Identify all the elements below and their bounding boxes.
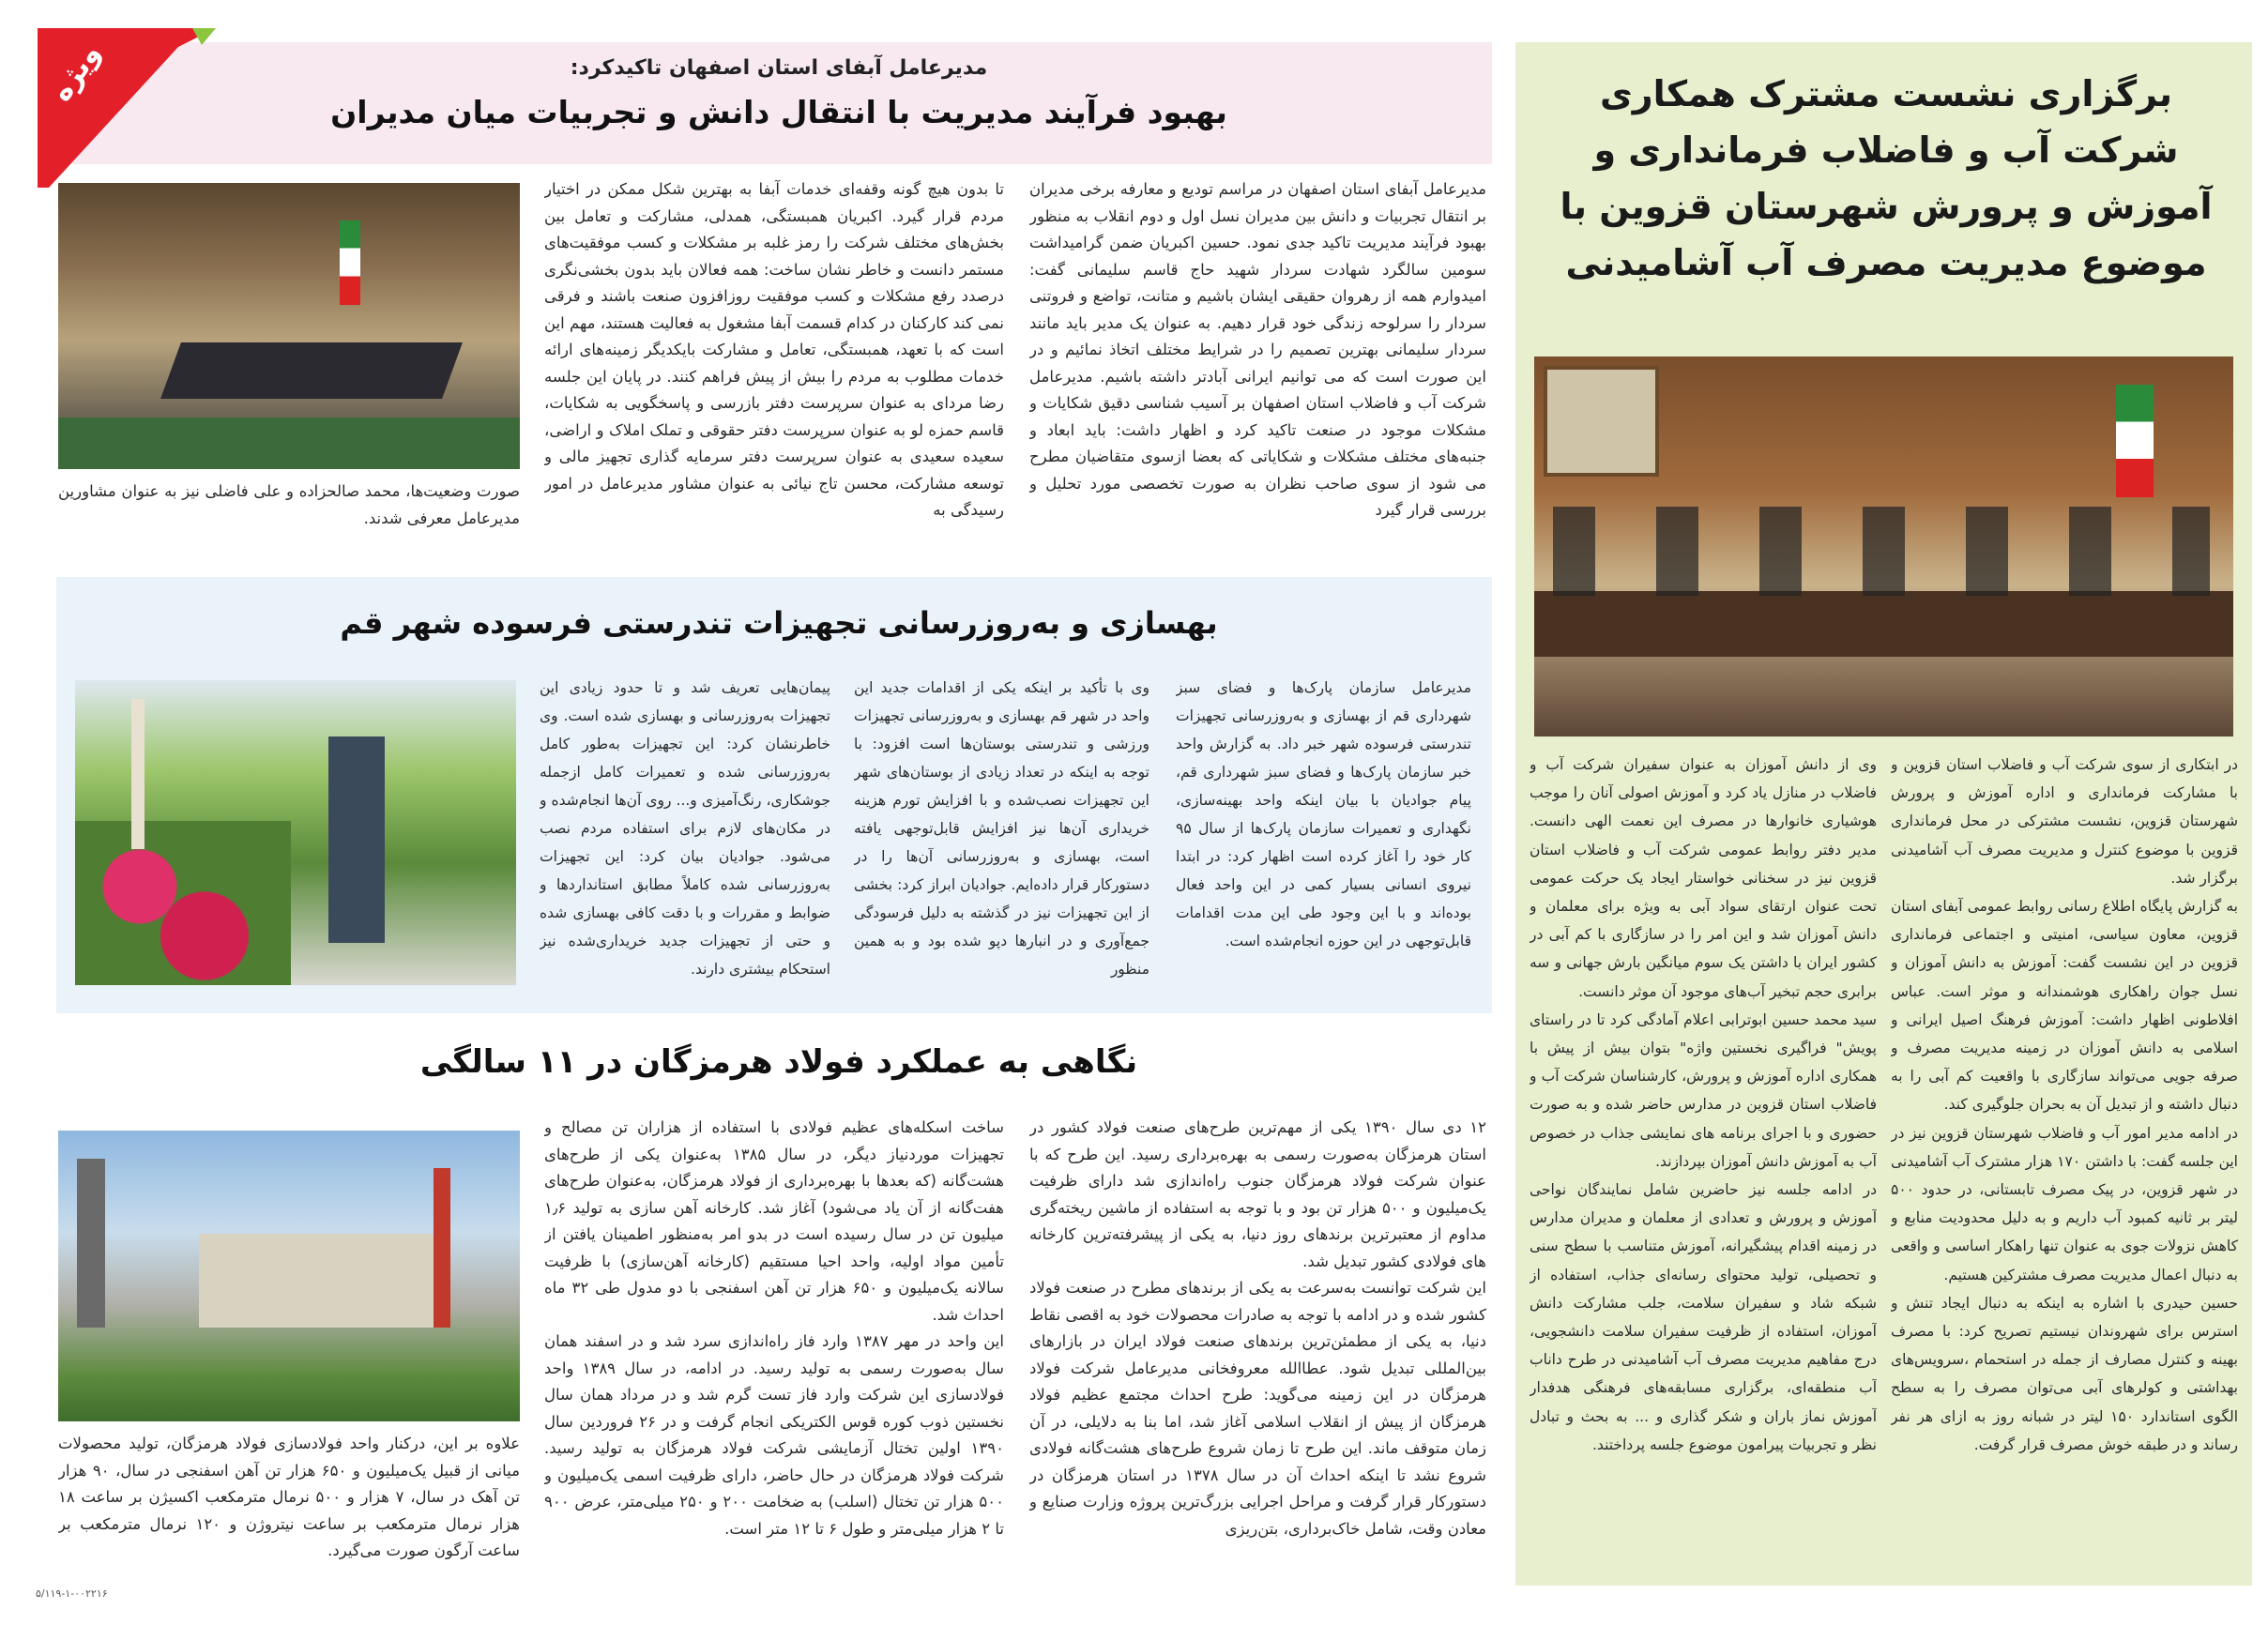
green-carpet xyxy=(58,418,520,469)
tree-trunk xyxy=(131,699,145,849)
qazvin-headline: برگزاری نشست مشترک همکاری شرکت آب و فاضلاب فرمانداری و آموزش و پرورش شهرستان قزوین با موضوع مدیریت مصرف آب آشامیدنی xyxy=(1560,73,2213,283)
flag xyxy=(340,220,360,305)
esfahan-headline: بهبود فرآیند مدیریت با انتقال دانش و تجربیات میان مدیران xyxy=(330,94,1227,130)
hormozgan-column-3: علاوه بر این، درکنار واحد فولادسازی فولاد هرمزگان، تولید محصولات میانی از قبیل یک‌میلیون و ۶۵۰ هزار تن آهن اسفنجی در سال، ۹۰ هزار تن آهک در سال، ۷ هزار و ۵۰۰ نرمال مترمکعب اکسیژن بر ساعت ۱۸ هزار نرمال مترمکعب بر ساعت نیتروژن و ۱۲۰ نرمال مترمکعب بر ساعت آرگون صورت می‌گیرد. xyxy=(58,1435,520,1559)
esfahan-meeting-photo xyxy=(58,183,520,469)
esfahan-column-1: مدیرعامل آبفای استان اصفهان در مراسم تودیع و معارفه برخی مدیران بر انتقال تجربیات و دانش بین مدیران نسل اول و دوم انقلاب به منظور بهبود فرآیند مدیریت تاکید جدی نمود. حسین اکبریان ضمن گرامیداشت سومین سالگرد شهادت سردار شهید حاج قاسم سلیمانی گفت: امیدوارم همه از رهروان حقیقی ایشان باشیم و متانت، تواضع و فروتنی سردار را سرلوحه زندگی خود قرار دهیم. به عنوان یک مدیر باید مانند سردار سلیمانی بهترین تصمیم را در شرایط مختلف اتخاذ نمائیم و در این صورت است که می توانیم ایرانی آبادتر داشته باشیم. مدیرعامل شرکت آب و فاضلاب استان اصفهان بر آسیب شناسی دقیق شکایات و مشکلات موجود در صنعت تاکید کرد و اظهار داشت: باید ابعاد و جنبه‌های مختلف مشکلات و شکایاتی که بعضا ازسوی متقاضیان مطرح می شود از سوی صاحب نظران به صورت تخصصی مورد تحلیل و بررسی قرار گیرد xyxy=(1029,180,1486,519)
esfahan-column-2: تا بدون هیچ گونه وقفه‌ای خدمات آبفا به بهترین شکل ممکن در اختیار مردم قرار گیرد. اکبریان همبستگی، همدلی، مشارکت و تعامل بین بخش‌های مختلف شرکت را رمز غلبه بر مشکلات و کسب موفقیت‌های مستمر دانست و خاطر نشان ساخت: همه فعالان باید بدون بخشی‌نگری درصدد رفع مشکلات و کسب موفقیت روزافزون صنعت باشند و فرقی نمی کند کارکنان در کدام قسمت آبفا مشغول به فعالیت هستند، مهم این است که با تعهد، همبستگی، تعامل و مشارکت بایکدیگر زمینه‌های ارائه خدمات مطلوب به مردم را بیش از پیش فراهم کنند. در پایان این جلسه رضا مردای به عنوان سرپرست دفتر بازرسی و پاسخگویی به شکایات، قاسم حمزه لو به عنوان سرپرست دفتر حقوقی و تملک املاک و اراضی، سعیده سعیدی به عنوان سرپرست دفتر سرمایه گذاری تجهیز مالی و توسعه مشارکت، محسن تاج نیائی به عنوان مشاور مدیرعامل در امور رسیدگی به xyxy=(544,180,1004,519)
hormozgan-steel-plant-photo xyxy=(58,1131,520,1421)
qom-column-3: پیمان‌هایی تعریف شد و تا حدود زیادی این تجهیزات به‌روزرسانی و بهسازی شده است. وی خاطرنشان کرد: این تجهیزات به‌طور کامل به‌روزرسانی شده و تعمیرات کامل ازجمله جوشکاری، رنگ‌آمیزی و... روی آن‌ها انجام‌شده و در مکان‌های لازم برای استفاده مردم نصب می‌شود. جوادیان بیان کرد: این تجهیزات به‌روزرسانی شده کاملاً مطابق استانداردها و ضوابط و مقررات و با دقت کافی بهسازی شده و حتی از تجهیزات جدید خریداری‌شده نیز استحکام بیشتری دارند. xyxy=(540,679,830,978)
esfahan-photo-caption: صورت وضعیت‌ها، محمد صالحزاده و علی فاضلی نیز به عنوان مشاورین مدیرعامل معرفی شدند. xyxy=(58,482,520,527)
conference-table xyxy=(160,342,463,399)
qom-column-2: وی با تأکید بر اینکه یکی از اقدامات جدید این واحد در شهر قم بهسازی و به‌روزرسانی تجهیزات ورزشی و تندرستی بوستان‌ها است افزود: با توجه به اینکه در تعداد زیادی از بوستان‌های شهر این تجهیزات نصب‌شده و با افزایش تورم هزینه خریداری آن‌ها نیز افزایش قابل‌توجهی یافته است، بهسازی و به‌روزرسانی آن‌ها را در دستورکار قرار داده‌ایم. جوادیان ابراز کرد: بخشی از این تجهیزات نیز در گذشته به دلیل فرسودگی جمع‌آوری و در انبارها دپو شده بود و به همین منظور xyxy=(854,679,1149,978)
fitness-equipment xyxy=(328,736,385,943)
factory-tower xyxy=(77,1159,105,1328)
qom-park-photo xyxy=(75,680,516,985)
chimney xyxy=(434,1168,450,1328)
qazvin-column-1: در ابتکاری از سوی شرکت آب و فاضلاب استان قزوین و با مشارکت فرمانداری و اداره آموزش و پرورش شهرستان قزوین، نشست مشترکی در محل فرمانداری قزوین با موضوع کنترل و مدیریت مصرف آب آشامیدنی برگزار شد. به گزارش پایگاه اطلاع رسانی روابط عمومی آبفای استان قزوین، معاون سیاسی، امنیتی و اجتماعی فرمانداری قزوین در این نشست گفت: آموزش به دانش آموزان و نسل جوان راهکاری هوشمندانه و موثر است. عباس افلاطونی اظهار داشت: آموزش فرهنگ اصیل ایرانی و اسلامی به دانش آموزان در زمینه مدیریت مصرف و صرفه جویی می‌تواند سازگاری با واقعیت کم آبی را به دنبال داشته و از تبدیل آن به بحران جلوگیری کند. در ادامه مدیر امور آب و فاضلاب شهرستان قزوین نیز در این جلسه گفت: با داشتن ۱۷۰ هزار مشترک آب آشامیدنی در شهر قزوین، در پیک مصرف تابستانی، در حدود ۵۰۰ لیتر بر ثانیه کمبود آب داریم و به دلیل محدودیت منابع و کاهش نزولات جوی به عنوان تنها راهکار اساسی و واقعی به دنبال اعمال مدیریت مصرف مشترکین هستیم. حسین حیدری با اشاره به اینکه به دنبال ایجاد تنش و استرس برای شهروندان نیستیم تصریح کرد: با مصرف بهینه و کنترل مصارف از جمله در استحمام ،سرویس‌های بهداشتی و کولرهای آبی می‌توان مصرف را به سطح الگوی استاندارد ۱۵۰ لیتر در شبانه روز به ازای هر نفر رساند و در طبقه خوش مصرف قرار گرفت. xyxy=(1891,756,2238,1453)
footer-code: ۵/۱۱۹-۱-۰۰۲۲۱۶ xyxy=(36,1587,108,1600)
special-badge-label: ویژه xyxy=(44,38,108,108)
hormozgan-headline: نگاهی به عملکرد فولاد هرمزگان در ۱۱ سالگی xyxy=(419,1043,1138,1081)
hormozgan-column-2: ساخت اسکله‌های عظیم فولادی با استفاده از هزاران تن مصالح و تجهیزات موردنیاز دیگر، در سال ۱۳۸۵ به‌عنوان یکی از طرح‌های هشت‌گانه (که بعدها با بهره‌برداری از فولاد هرمزگان، به‌عنوان طرح‌های هفت‌گانه از آن یاد می‌شود) آغاز شد. کارخانه آهن سازی به تولید ۱٫۶ میلیون تن در سال رسیده است در بدو امر به‌منظور اطمینان یافتن از تأمین مواد اولیه، واحد احیا مستقیم (کارخانه آهن‌سازی) با ظرفیت سالانه یک‌میلیون و ۶۵۰ هزار تن آهن اسفنجی با دو مدول طی ۳۲ ماه احداث شد. این واحد در مهر ۱۳۸۷ وارد فاز راه‌اندازی سرد شد و در اسفند همان سال به‌صورت رسمی به تولید رسید. در ادامه، در سال ۱۳۸۹ واحد فولادسازی این شرکت وارد فاز تست گرم شد و در مرداد همان سال نخستین ذوب کوره قوس الکتریکی انجام گرفت و در ۲۶ فروردین سال ۱۳۹۰ اولین تختال آزمایشی شرکت فولاد هرمزگان به تولید رسید. شرکت فولاد هرمزگان در حال حاضر، دارای ظرفیت اسمی یک‌میلیون و ۵۰۰ هزار تن تختال (اسلب) به ضخامت ۲۰۰ و ۲۵۰ میلی‌متر، عرض ۹۰۰ تا ۲ هزار میلی‌متر و طول ۶ تا ۱۲ متر است. xyxy=(544,1118,1004,1538)
special-badge-ribbon xyxy=(38,28,216,188)
qazvin-meeting-photo xyxy=(1534,357,2233,736)
conference-table xyxy=(1534,591,2233,657)
esfahan-kicker: مدیرعامل آبفای استان اصفهان تاکیدکرد: xyxy=(570,56,988,80)
hormozgan-column-1: ۱۲ دی سال ۱۳۹۰ یکی از مهم‌ترین طرح‌های صنعت فولاد کشور در استان هرمزگان به‌صورت رسمی به بهره‌برداری رسید. این طرح که با عنوان شرکت فولاد هرمزگان جنوب راه‌اندازی شد دارای ظرفیت یک‌میلیون و ۵۰۰ هزار تن بود و با توجه به استفاده از ماشین ریخته‌گری مداوم از معتبرترین برندهای روز دنیا، به یکی از پیشرفته‌ترین کارخانه های فولادی کشور تبدیل شد. این شرکت توانست به‌سرعت به یکی از برندهای مطرح در صنعت فولاد کشور شده و در ادامه با توجه به صادرات محصولات خود به اقصی نقاط دنیا، به یکی از مطمئن‌ترین برندهای صنعت فولاد ایران در بازارهای بین‌المللی تبدیل شود. عطاالله معروفخانی مدیرعامل شرکت فولاد هرمزگان در این زمینه می‌گوید: طرح احداث مجتمع عظیم فولاد هرمزگان از پیش از انقلاب اسلامی آغاز شد، اما بنا به دلایلی، در آن زمان متوقف ماند. این طرح تا زمان شروع طرح‌های هشت‌گانه فولادی شروع نشد تا اینکه احداث آن در سال ۱۳۷۸ در استان هرمزگان در دستورکار قرار گرفت و مراحل اجرایی بزرگ‌ترین پروژه وزارت صنایع و معادن وقت، شامل خاک‌برداری، بتن‌ریزی xyxy=(1029,1118,1486,1538)
factory-building xyxy=(199,1234,443,1328)
qom-headline: بهسازی و به‌روزرسانی تجهیزات تندرستی فرسوده شهر قم xyxy=(340,605,1218,641)
qom-column-1: مدیرعامل سازمان پارک‌ها و فضای سبز شهرداری قم از بهسازی و به‌روزرسانی تجهیزات تندرستی فرسوده شهر خبر داد. به گزارش واحد خبر سازمان پارک‌ها و فضای سبز شهرداری قم، پیام جوادیان با بیان اینکه واحد بهینه‌سازی، نگهداری و تعمیرات سازمان پارک‌ها از سال ۹۵ کار خود را آغاز کرده است اظهار کرد: در ابتدا نیروی انسانی بسیار کمی در این واحد فعال بوده‌اند و با این وجود طی این مدت اقدامات قابل‌توجهی در این حوزه انجام‌شده است. xyxy=(1176,679,1471,949)
attendees xyxy=(1553,507,2210,596)
wall-portrait xyxy=(1544,366,1659,477)
qazvin-column-2: وی از دانش آموزان به عنوان سفیران شرکت آب و فاضلاب در منازل یاد کرد و آموزش اصولی آنان را موجب هوشیاری خانوارها در مصرف این نعمت الهی دانست. مدیر دفتر روابط عمومی شرکت آب و فاضلاب استان قزوین نیز در سخنانی خواستار ایجاد یک حرکت عمومی تحت عنوان ارتقای سواد آبی به ویژه برای معلمان و دانش آموزان شد و این امر را در سازگاری با کم آبی در کشور ایران با داشتن یک سوم میانگین بارش جهانی و سه برابری حجم تبخیر آب‌های موجود آن موثر دانست. سید محمد حسین ابوترابی اعلام آمادگی کرد تا در راستای پویش" فراگیری نخستین واژه" بتوان بیش از پیش با همکاری اداره آموزش و پرورش، کارشناسان شرکت آب و فاضلاب استان قزوین در مدارس حاضر شده و به صورت حضوری و با اجرای برنامه های نمایشی جذاب در خصوص آب به آموزش دانش آموزان بپردازند. در ادامه جلسه نیز حاضرین شامل نمایندگان نواحی آموزش و پرورش و تعدادی از معلمان و مدیران مدارس در زمینه اقدام پیشگیرانه، آموزش متناسب با سطح سنی و تحصیلی، تولید محتوای رسانه‌ای جذاب، استفاده از شبکه شاد و سفیران سلامت، جلب مشارکت دانش آموزان، استفاده از ظرفیت سفیران سلامت دانشجویی، درج مفاهیم مدیریت مصرف آب آشامیدنی در طرح داناب آب منطقه‌ای، برگزاری مسابقه‌های فرهنگی هدفدار آموزش نماز باران و شکر گذاری و ... به بحث و تبادل نظر و تجربیات پیرامون موضوع جلسه پرداختند. xyxy=(1530,756,1877,1453)
flowers xyxy=(75,821,291,985)
flag xyxy=(2116,385,2154,497)
